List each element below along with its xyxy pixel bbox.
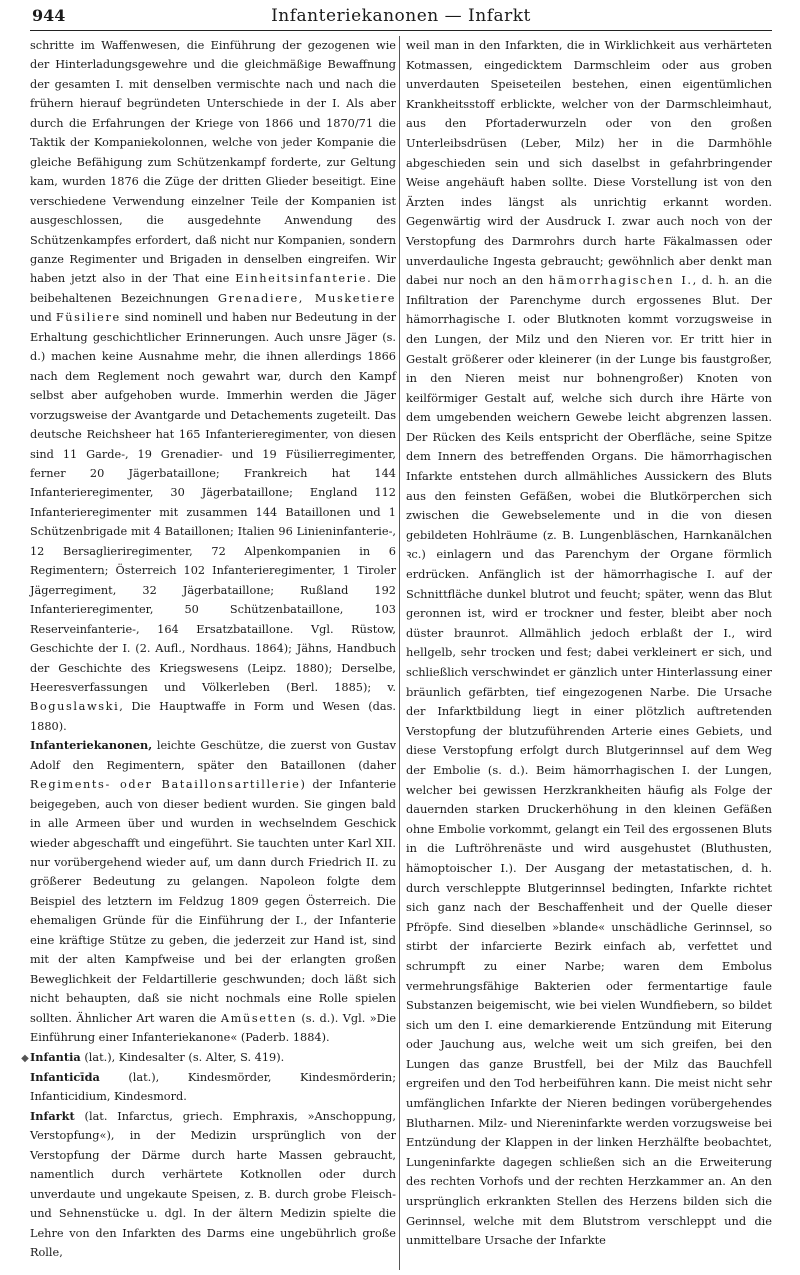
entry-headword: Infarkt [30, 1108, 75, 1123]
entry-headword: Infantia [30, 1049, 81, 1064]
spaced-term: Füsiliere [55, 311, 121, 325]
paragraph-infanterie-continued: schritte im Waffenwesen, die Einführung der gezogenen wie der Hinterladungsgewehre und die gleichmäßige Bewaffnung der gesamten I. mit denselben vermischte nach und nach die frühern hierauf begründeten Unterschiede in der I. Als aber durch die Erfahrungen der Kriege von 1866 und 1870/71 die Taktik der Kompaniekolonnen, welche von jeder Kompanie die gleiche Befähigung zum Schützenkampf forderte, zur Geltung kam, wurden 1876 die Züge der dritten Glieder beseitigt. Eine verschiedene Verwendung einzelner Teile der Kompanien ist ausgeschlossen, die ausgedehnte Anwendung des Schützenkampfes erfordert, daß nicht nur Kompanien, sondern ganze Regimenter und Brigaden in denselben eingreifen. Wir haben jetzt also in der That eine Einheitsinfanterie. Die beibehaltenen Bezeichnungen Grenadiere, Musketiere und Füsiliere sind nominell und haben nur Bedeutung in der Erhaltung geschichtlicher Erinnerungen. Auch unsre Jäger (s. d.) machen keine Ausnahme mehr, die ihnen allerdings 1866 nach dem Reglement noch gewahrt war, durch den Kampf selbst aber aufgehoben wurde. Immerhin werden die Jäger vorzugsweise der Avantgarde und Detachements zugeteilt. Das deutsche Reichsheer hat 165 Infanterieregimenter, von diesen sind 11 Garde-, 19 Grenadier- und 19 Füsilierregimenter, ferner 20 Jägerbataillone; Frankreich hat 144 Infanterieregimenter, 30 Jägerbataillone; England 112 Infanterieregimenter mit zusammen 144 Bataillonen und 1 Schützenbrigade mit 4 Bataillonen; Italien 96 Linieninfanterie-, 12 Bersaglieriregimenter, 72 Alpenkompanien in 6 Regimentern; Österreich 102 Infanterieregimenter, 1 Tiroler Jägerregiment, 32 Jägerbataillone; Rußland 192 Infanterieregimenter, 50 Schützenbataillone, 103 Reserveinfanterie-, 164 Ersatzbataillone. Vgl. Rüstow, Geschichte der I. (2. Aufl., Nordhaus. 1864); Jähns, Handbuch der Geschichte des Kriegswesens (Leipz. 1880); Derselbe, Heeresverfassungen und Völkerleben (Berl. 1885); v. Boguslawski, Die Hauptwaffe in Form und Wesen (das. 1880). [30, 39, 397, 733]
spaced-term: Grenadiere, Musketiere [218, 291, 396, 305]
paragraph-infarkt-continued: weil man in den Infarkten, die in Wirklichkeit aus verhärteten Kotmassen, eingedicktem Darmschleim oder aus groben unverdauten Speiseteilen bestehen, einen eigentümlichen Krankheitsstoff erblickte, welcher von der Darmschleimhaut, aus den Pfortaderwurzeln oder von den großen Unterleibsdrüsen (Leber, Milz) her in die Darmhöhle abgeschieden sein und sich daselbst in gefahrbringender Weise angehäuft haben sollte. Diese Vorstellung ist von den Ärzten indes längst als unrichtig erkannt worden. Gegenwärtig wird der Ausdruck I. zwar auch noch von der Verstopfung des Darmrohrs durch harte Fäkalmassen oder unverdauliche Ingesta gebraucht; gewöhnlich aber denkt man dabei nur noch an den hämorrhagischen I., d. h. an die Infiltration der Parenchyme durch ergossenes Blut. Der hämorrhagische I. oder Blutknoten kommt vorzugsweise in den Lungen, der Milz und den Nieren vor. Er tritt hier in Gestalt größerer oder kleinerer (in der Lunge bis faustgroßer, in den Nieren meist nur bohnengroßer) Knoten von keilförmiger Gestalt auf, welche sich durch ihre Härte von dem umgebenden weichern Gewebe leicht abgrenzen lassen. Der Rücken des Keils entspricht der Oberfläche, seine Spitze dem Innern des betreffenden Organs. Die hämorrhagischen Infarkte entstehen durch allmähliches Aussickern des Bluts aus den feinsten Gefäßen, wobei die Blutkörperchen sich zwischen die Gewebselemente und in die von diesen gebildeten Hohlräume (z. B. Lungenbläschen, Harnkanälchen ꝛc.) einlagern und das Parenchym der Organe förmlich erdrücken. Anfänglich ist der hämorrhagische I. auf der Schnittfläche dunkel blutrot und feucht; später, wenn das Blut geronnen ist, wird er trockner und fester, bleibt aber noch düster braunrot. Allmählich jedoch erblaßt der I., wird hellgelb, sehr trocken und fest; dabei verkleinert er sich, und schließlich verschwindet er gänzlich unter Hinterlassung einer bräunlich gefärbten, tief eingezogenen Narbe. Die Ursache der Infarktbildung liegt in einer plötzlich auftretenden Verstopfung der blutzuführenden Arterie eines Gebiets, und diese Verstopfung erfolgt durch Blutgerinnsel auf dem Weg der Embolie (s. d.). Beim hämorrhagischen I. der Lungen, welcher bei gewissen Herzkrankheiten häufig als Folge der dauernden starken Druckerhöhung in den kleinen Gefäßen ohne Embolie vorkommt, gelangt ein Teil des ergossenen Bluts in die Luftröhrenäste und wird ausgehustet (Bluthusten, hämoptoischer I.). Der Ausgang der metastatischen, d. h. durch verschleppte Blutgerinnsel bedingten, Infarkte richtet sich ganz nach der Beschaffenheit und der Quelle dieser Pfröpfe. Sind dieselben »blande« unschädliche Gerinnsel, so stirbt der infarcierte Bezirk einfach ab, verfettet und schrumpft zu einer Narbe; waren dem Embolus vermehrungsfähige Bakterien oder fermentartige faule Substanzen beigemischt, wie bei vielen Wundfiebern, so bildet sich um den I. eine demarkierende Entzündung mit Eiterung oder Jauchung aus, welche weit um sich greifen, bei den Lungen das ganze Brustfell, bei der Milz das Bauchfell ergreifen und den Tod herbeiführen kann. Die meist nicht sehr umfänglichen Infarkte der Nieren bedingen vorübergehendes Blutharnen. Milz- und Niereninfarkte werden vorzugsweise bei Entzündung der Klappen in der linken Herzhälfte beobachtet, Lungeninfarkte dagegen schließen sich an die Erweiterung des rechten Vorhofs und der rechten Herzkammer an. An den ursprünglich erkrankten Stellen des Herzens bilden sich die Gerinnsel, welche mit dem Blutstrom verschleppt und die unmittelbare Ursache der Infarkte [406, 38, 772, 1248]
entry-infanticida: Infanticīda (lat.), Kindesmörder, Kindesmörderin; Infanticidium, Kindesmord. [30, 1070, 396, 1104]
spaced-term: Einheitsinfanterie [235, 272, 368, 286]
margin-marker-icon: ◆ [21, 1052, 29, 1064]
entry-headword: Infanteriekanonen, [30, 738, 153, 753]
page-number: 944 [32, 6, 66, 25]
running-title: Infanteriekanonen — Infarkt [271, 6, 531, 26]
column-divider [399, 36, 400, 1270]
spaced-term: Regiments- oder Bataillonsartillerie [30, 778, 301, 792]
header-rule [30, 30, 772, 31]
page-header [30, 4, 772, 30]
spaced-term: Boguslawski [30, 700, 120, 714]
entry-infarkt: Infarkt (lat. Infarctus, griech. Emphraxis, »Anschoppung, Verstopfung«), in der Medizin ursprünglich von der Verstopfung der Därme durch harte Massen gebraucht, namentlich durch verhärtete Kotknollen oder durch unverdaute und ungekaute Speisen, z. B. durch grobe Fleisch- und Sehnenstücke u. dgl. In der ältern Medizin spielte die Lehre von den Infarkten des Darms eine ungebührlich große Rolle, [30, 1108, 396, 1260]
right-column [406, 36, 772, 1251]
left-column [21, 36, 397, 1263]
entry-headword: Infanticīda [30, 1070, 100, 1085]
spaced-term: hämorrhagischen I. [548, 273, 693, 288]
spaced-term: Amüsetten [220, 1011, 297, 1025]
entry-infanteriekanonen: Infanteriekanonen, leichte Geschütze, die zuerst von Gustav Adolf den Regimentern, später den Bataillonen (daher Regiments- oder Bataillonsartillerie) der Infanterie beigegeben, auch von dieser bedient wurden. Sie gingen bald in alle Armeen über und wurden in wechselndem Geschick wieder abgeschafft und eingeführt. Sie tauchten unter Karl XII. nur vorübergehend wieder auf, um dann durch Friedrich II. zu größerer Bedeutung zu gelangen. Napoleon folgte dem Beispiel des letztern im Feldzug 1809 gegen Österreich. Die ehemaligen Gründe für die Einführung der I., der Infanterie eine kräftige Stütze zu geben, die jederzeit zur Hand ist, sind mit der alten Kampfweise und bei der erlangten großen Beweglichkeit der Feldartillerie geschwunden; doch läßt sich nicht behaupten, daß sie nicht nochmals eine Rolle spielen sollten. Ähnlicher Art waren die Amüsetten (s. d.). Vgl. »Die Einführung einer Infanteriekanone« (Paderb. 1884). [30, 738, 397, 1045]
entry-infantia: ◆Infantia (lat.), Kindesalter (s. Alter, S. 419). [30, 1048, 396, 1068]
